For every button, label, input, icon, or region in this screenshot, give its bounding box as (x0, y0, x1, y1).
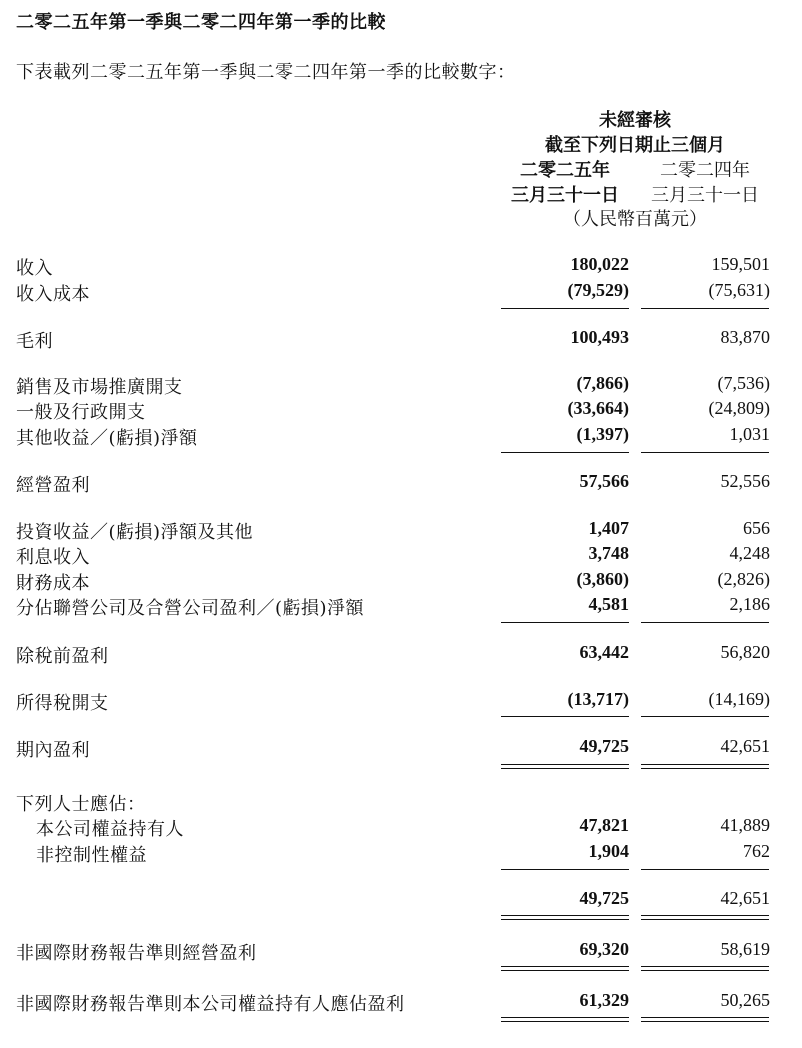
header-year-2024: 二零二四年 (660, 160, 750, 181)
subtotal-rule (501, 622, 629, 623)
value-2025: 61,329 (579, 990, 629, 1010)
header-date-2024: 三月三十一日 (651, 185, 759, 206)
subtotal-rule (641, 452, 769, 453)
total-double-rule (641, 915, 769, 916)
value-2025: 100,493 (570, 327, 629, 347)
total-double-rule (501, 1017, 629, 1018)
total-double-rule (641, 1017, 769, 1018)
value-2025: 69,320 (579, 939, 629, 959)
value-2024: 41,889 (720, 815, 770, 835)
row-label: 毛利 (16, 331, 53, 352)
row-label: 財務成本 (16, 573, 90, 594)
total-double-rule (641, 966, 769, 967)
row-label: 銷售及市場推廣開支 (16, 377, 183, 398)
header-date-2025: 三月三十一日 (511, 185, 619, 206)
intro-text: 下表載列二零二五年第一季與二零二四年第一季的比較數字： (16, 62, 516, 83)
value-2025: 180,022 (570, 254, 629, 274)
value-2025: (1,397) (576, 424, 629, 444)
value-2025: 57,566 (579, 471, 629, 491)
row-label: 收入 (16, 258, 53, 279)
value-2024: 83,870 (720, 327, 770, 347)
total-double-rule (501, 768, 629, 769)
row-label: 投資收益／(虧損)淨額及其他 (16, 522, 254, 543)
value-2024: (24,809) (708, 398, 770, 418)
header-period: 截至下列日期止三個月 (545, 135, 725, 156)
header-unaudited: 未經審核 (599, 110, 671, 131)
value-2025: 1,407 (588, 518, 629, 538)
total-double-rule (641, 768, 769, 769)
total-double-rule (501, 970, 629, 971)
value-2025: (3,860) (576, 569, 629, 589)
value-2024: 50,265 (720, 990, 770, 1010)
row-label: 一般及行政開支 (16, 402, 146, 423)
total-double-rule (641, 919, 769, 920)
value-2025: 47,821 (579, 815, 629, 835)
value-2025: 63,442 (579, 642, 629, 662)
value-2025: 4,581 (588, 594, 629, 614)
subtotal-rule (501, 869, 629, 870)
value-2025: (7,866) (576, 373, 629, 393)
total-double-rule (501, 915, 629, 916)
value-2024: (75,631) (708, 280, 770, 300)
value-2024: 56,820 (720, 642, 770, 662)
value-2025: 1,904 (588, 841, 629, 861)
header-year-2025: 二零二五年 (520, 160, 610, 181)
row-label: 本公司權益持有人 (36, 819, 184, 840)
subtotal-rule (641, 869, 769, 870)
subtotal-rule (501, 452, 629, 453)
row-label: 除稅前盈利 (16, 646, 109, 667)
row-label: 收入成本 (16, 284, 90, 305)
value-2025: 49,725 (579, 736, 629, 756)
row-label: 非國際財務報告準則本公司權益持有人應佔盈利 (16, 994, 405, 1015)
row-label: 其他收益／(虧損)淨額 (16, 428, 198, 449)
total-double-rule (501, 919, 629, 920)
subtotal-rule (501, 308, 629, 309)
row-label: 經營盈利 (16, 475, 90, 496)
value-2025: (33,664) (567, 398, 629, 418)
value-2024: 58,619 (720, 939, 770, 959)
total-double-rule (641, 970, 769, 971)
section-label: 下列人士應佔： (16, 794, 146, 815)
row-label: 期內盈利 (16, 740, 90, 761)
total-double-rule (501, 764, 629, 765)
subtotal-rule (501, 716, 629, 717)
value-2024: (7,536) (717, 373, 770, 393)
value-2025: (79,529) (567, 280, 629, 300)
value-2024: 159,501 (711, 254, 770, 274)
subtotal-rule (641, 622, 769, 623)
row-label: 分佔聯營公司及合營公司盈利／(虧損)淨額 (16, 598, 365, 619)
value-2024: 4,248 (729, 543, 770, 563)
value-2024: 52,556 (720, 471, 770, 491)
value-2024: (14,169) (708, 689, 770, 709)
value-2024: 42,651 (720, 888, 770, 908)
value-2025: (13,717) (567, 689, 629, 709)
total-double-rule (641, 1021, 769, 1022)
row-label: 所得稅開支 (16, 693, 109, 714)
row-label: 非國際財務報告準則經營盈利 (16, 943, 257, 964)
subtotal-rule (641, 308, 769, 309)
page-title: 二零二五年第一季與二零二四年第一季的比較 (16, 12, 386, 33)
total-double-rule (501, 1021, 629, 1022)
total-double-rule (501, 966, 629, 967)
value-2024: 2,186 (729, 594, 770, 614)
value-2024: 762 (743, 841, 770, 861)
total-double-rule (641, 764, 769, 765)
value-2025: 49,725 (579, 888, 629, 908)
row-label: 利息收入 (16, 547, 90, 568)
value-2024: 42,651 (720, 736, 770, 756)
value-2025: 3,748 (588, 543, 629, 563)
value-2024: 656 (743, 518, 770, 538)
value-2024: 1,031 (729, 424, 770, 444)
row-label: 非控制性權益 (36, 845, 147, 866)
header-unit: （人民幣百萬元） (563, 209, 707, 230)
subtotal-rule (641, 716, 769, 717)
value-2024: (2,826) (717, 569, 770, 589)
